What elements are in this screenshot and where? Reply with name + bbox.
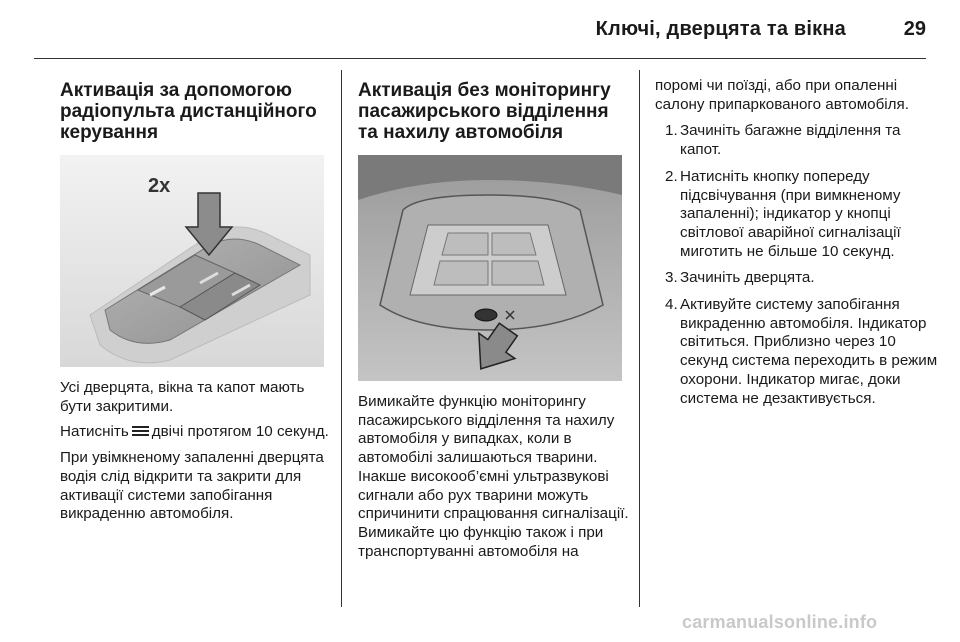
step-number: 2.	[665, 167, 678, 185]
step-number: 1.	[665, 122, 678, 140]
paragraph-disable-monitoring: Вимикайте функцію моніторингу пасажирського відділення та нахилу автомобіля у випадках, коли в автомобілі залишаються тварини. Інакше високооб’ємні ультразвукові сигнали або рух тварини можуть спричинити спрацювання сигналізації. Вимикайте цю функцію також і при транспортуванні автомобіля на	[358, 393, 629, 560]
section-heading-no-monitoring: Активація без моніторингу пасажирського відділення та нахилу автомобіля	[358, 80, 611, 143]
steps-list	[655, 122, 940, 408]
interior-light-illustration	[358, 155, 622, 381]
middle-column	[358, 80, 633, 568]
step-number: 4.	[665, 296, 678, 314]
press-count-label: 2x	[148, 175, 171, 197]
paragraph-driver-door: При увімкненому запаленні дверцята водія слід відкрити та закрити для активації системи запобігання викраденню автомобіля.	[60, 449, 324, 523]
right-column	[655, 77, 940, 416]
paragraph-close-all: Усі дверцята, вікна та капот мають бути закритими.	[60, 379, 305, 415]
step-item	[655, 122, 940, 159]
step-number: 3.	[665, 269, 678, 287]
left-column	[60, 80, 330, 531]
watermark-link[interactable]: carmanualsonline.info	[682, 612, 878, 632]
header-rule	[34, 58, 926, 59]
column-divider-left	[341, 70, 342, 607]
step-text: Зачиніть багажне відділення та капот.	[680, 122, 901, 159]
column-divider-right	[639, 70, 640, 607]
interior-light-figure	[358, 155, 622, 381]
step-item	[655, 269, 940, 288]
step-item	[655, 296, 940, 408]
key-fob-illustration	[60, 155, 324, 367]
step-item	[655, 168, 940, 262]
press-text-before: Натисніть	[60, 423, 129, 441]
paragraph-press-twice	[60, 423, 330, 442]
key-fob-figure	[60, 155, 324, 367]
paragraph-continuation: поромі чи поїзді, або при опаленні салону припаркованого автомобіля.	[655, 77, 909, 113]
step-text: Зачиніть дверцята.	[680, 269, 815, 287]
press-text-after: двічі протягом 10 секунд.	[151, 423, 329, 441]
page-number: 29	[903, 18, 926, 40]
step-text: Активуйте систему запобігання викраденню автомобіля. Індикатор світиться. Приблизно через 10 секунд система переходить в режим охорони. Індикатор мигає, доки система не дезактивується.	[680, 296, 938, 407]
header-title: Ключі, дверцята та вікна	[595, 18, 846, 40]
lock-button-icon	[132, 426, 149, 436]
step-text: Натисніть кнопку попереду підсвічування (при вимкненому запаленні); індикатор у кнопці світлової аварійної сигналізації миготить не більше 10 секунд.	[680, 167, 901, 260]
section-heading-remote: Активація за допомогою радіопульта дистанційного керування	[60, 80, 317, 143]
